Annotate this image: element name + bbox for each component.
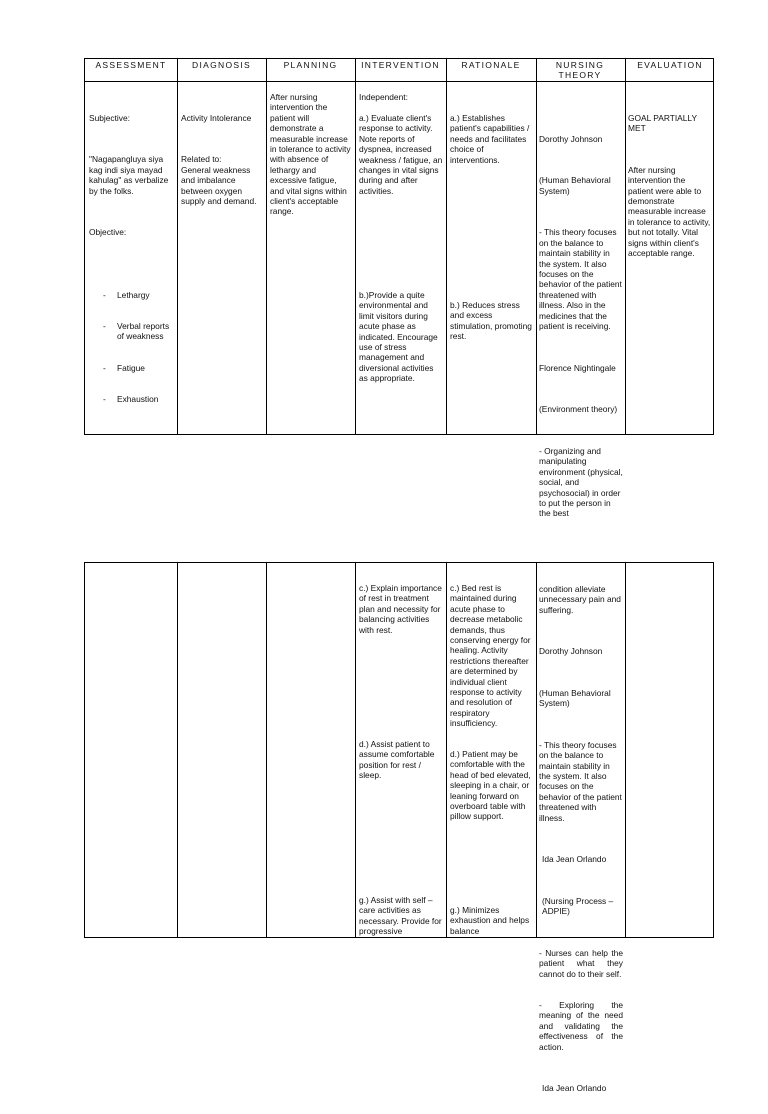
header-assessment: ASSESSMENT xyxy=(95,60,167,70)
rationale-a: a.) Establishes patient's capabilities / needs and facilitates choice of interventions. xyxy=(450,113,532,165)
assessment-cell xyxy=(89,92,175,446)
rationale-g: g.) Minimizes exhaustion and helps balance xyxy=(450,905,532,936)
theory-johnson-name: Dorothy Johnson xyxy=(539,646,603,657)
theory-johnson-desc: - This theory focuses on the balance to maintain stability in the system. It also focuses on the behavior of the patient threatened with illness. Also in the medicines that the patient is receiving. xyxy=(539,227,625,332)
diagnosis-title: Activity Intolerance xyxy=(181,112,252,123)
header-nursing-theory: NURSING THEORY xyxy=(555,60,605,80)
column-divider xyxy=(177,59,178,434)
subjective-label: Subjective: xyxy=(89,112,130,123)
evaluation-text: After nursing intervention the patient were able to demonstrate measurable increase in tolerance to activity, but not totally. Vital signs within client's acceptable range. xyxy=(628,164,713,259)
column-divider xyxy=(446,563,447,937)
column-divider xyxy=(355,563,356,937)
header-planning: PLANNING xyxy=(283,60,338,70)
theory-continuation: condition alleviate unnecessary pain and suffering. xyxy=(539,583,624,615)
intervention-a: a.) Evaluate client's response to activity. Note reports of dyspnea, increased weakness / fatigue, an changes in vital signs during and after activities. xyxy=(359,113,445,196)
column-divider xyxy=(625,59,626,434)
header-evaluation: EVALUATION xyxy=(637,60,703,70)
care-plan-table-page-1 xyxy=(84,58,714,519)
column-divider xyxy=(446,59,447,434)
column-divider xyxy=(177,563,178,937)
column-divider xyxy=(536,563,537,937)
evaluation-cell xyxy=(628,92,712,279)
objective-label: Objective: xyxy=(89,227,127,238)
theory-orlando-desc-1: - Nurses can help the patient what they cannot do to their self. xyxy=(539,947,626,979)
intervention-c: c.) Explain importance of rest in treatment plan and necessity for balancing activities with rest. xyxy=(359,583,445,635)
evaluation-status: GOAL PARTIALLY MET xyxy=(628,112,700,134)
header-diagnosis: DIAGNOSIS xyxy=(192,60,251,70)
intervention-b: b.)Provide a quite environmental and limit visitors during acute phase as indicated. Encourage use of stress management and diversional activities as appropriate. xyxy=(359,290,441,384)
theory-johnson-model: (Human Behavioral System) xyxy=(539,175,614,196)
intervention-label: Independent: xyxy=(359,92,408,102)
rationale-b: b.) Reduces stress and excess stimulation, promoting rest. xyxy=(450,300,535,342)
column-divider xyxy=(355,59,356,434)
objective-item: - Lethargy xyxy=(117,290,175,300)
objective-item: - Fatigue xyxy=(117,363,175,373)
theory-orlando-desc-2: - Exploring the meaning of the need and validating the effectiveness of the action. xyxy=(539,999,626,1052)
theory-johnson-desc: - This theory focuses on the balance to maintain stability in the system. It also focuses on the behavior of the patient threatened with illness. xyxy=(539,739,625,823)
theory-orlando-name: Ida Jean Orlando xyxy=(542,854,607,865)
diagnosis-cell xyxy=(181,92,263,227)
rationale-d: d.) Patient may be comfortable with the head of bed elevated, sleeping in a chair, or leaning forward on overboard table with pillow support. xyxy=(450,749,533,822)
intervention-g: g.) Assist with self – care activities as necessary. Provide for progressive xyxy=(359,895,445,937)
column-divider xyxy=(536,59,537,434)
planning-cell: After nursing intervention the patient will demonstrate a measurable increase in tolerance to activity with absence of lethargy and excessive fatigue, and vital signs within client's acceptable range. xyxy=(270,92,353,217)
objective-item: - Exhaustion xyxy=(117,394,175,404)
theory-johnson-model: (Human Behavioral System) xyxy=(539,687,614,709)
theory-orlando-name-2: Ida Jean Orlando xyxy=(542,1083,607,1094)
rationale-c: c.) Bed rest is maintained during acute phase to decrease metabolic demands, thus conserving energy for healing. Activity restrictions thereafter are determined by individual client response to activity and resolution of respiratory insufficiency. xyxy=(450,583,533,729)
column-divider xyxy=(625,563,626,937)
header-divider xyxy=(85,81,713,82)
care-plan-table-page-2 xyxy=(84,562,714,1094)
theory-nightingale-name: Florence Nightingale xyxy=(539,362,616,373)
theory-nightingale-model: (Environment theory) xyxy=(539,404,618,415)
theory-johnson-name: Dorothy Johnson xyxy=(539,133,603,144)
column-divider xyxy=(266,59,267,434)
subjective-text: "Nagapangluya siya kag indi siya mayad kahulag" as verbalize by the folks. xyxy=(89,154,171,196)
theory-nightingale-desc: - Organizing and manipulating environment (physical, social, and psychosocial) in order to put the person in the best xyxy=(539,445,626,519)
theory-cell xyxy=(539,113,626,519)
intervention-d: d.) Assist patient to assume comfortable position for rest / sleep. xyxy=(359,739,437,781)
diagnosis-related: Related to: General weakness and imbalance between oxygen supply and demand. xyxy=(181,154,257,207)
objective-item: - Verbal reports of weakness xyxy=(117,321,175,342)
column-divider xyxy=(266,563,267,937)
header-intervention: INTERVENTION xyxy=(361,60,440,70)
objective-list xyxy=(89,269,175,425)
theory-orlando-model: (Nursing Process – ADPIE) xyxy=(542,895,616,917)
theory-cell-continued xyxy=(539,563,626,1094)
header-rationale: RATIONALE xyxy=(461,60,521,70)
